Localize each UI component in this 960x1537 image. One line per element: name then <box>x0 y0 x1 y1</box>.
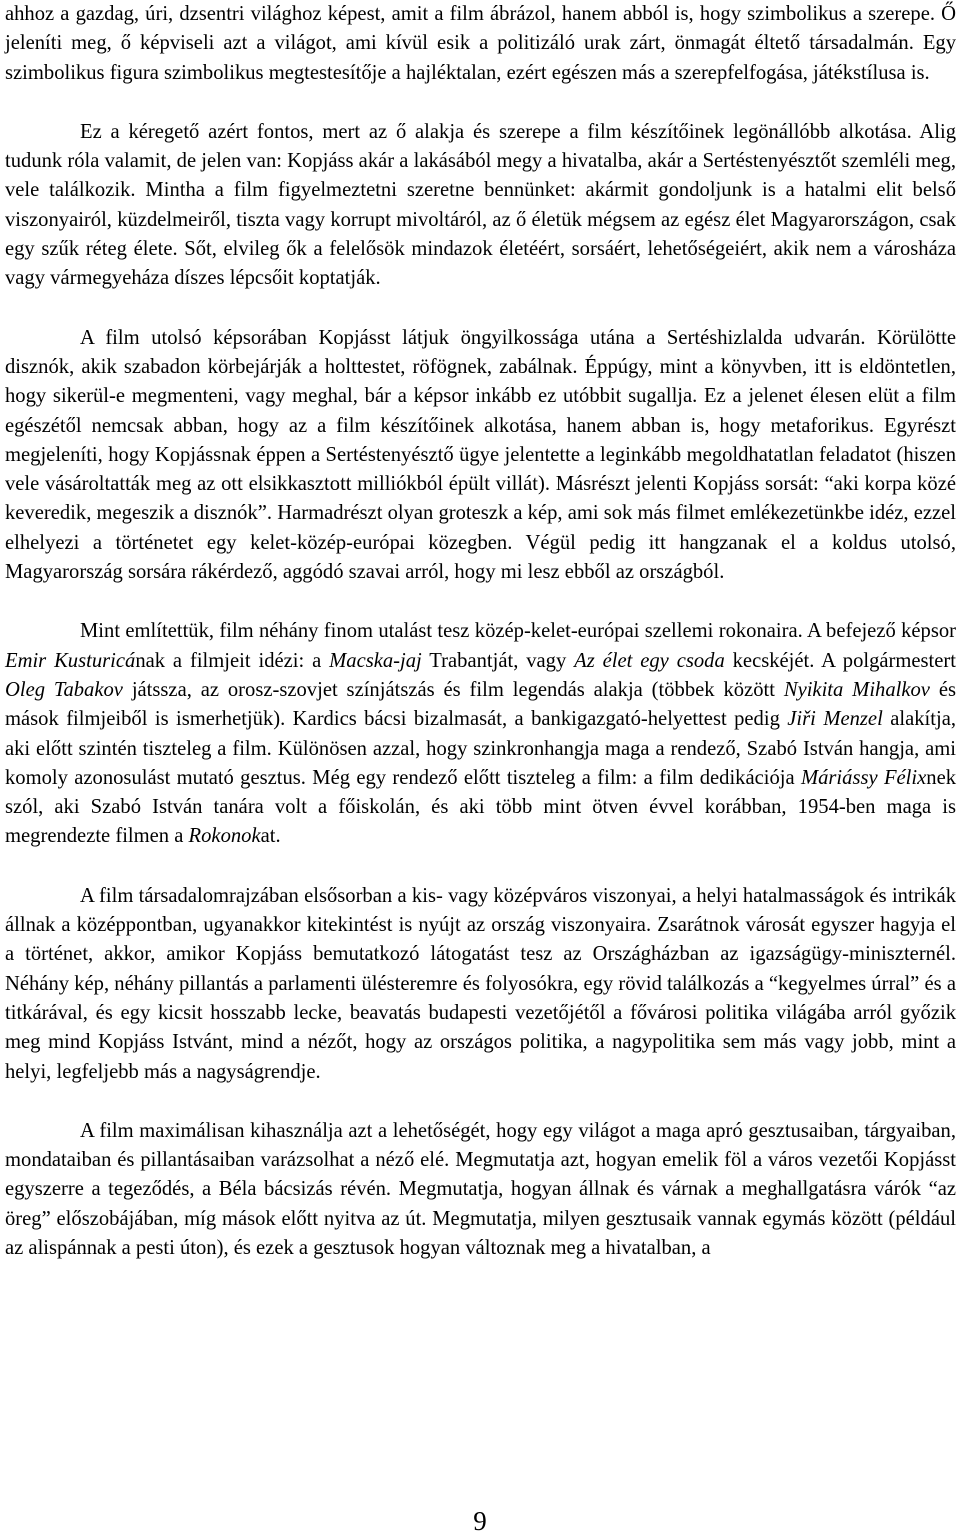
italic-text: Emir Kusturicá <box>5 649 136 672</box>
italic-text: Máriássy Félix <box>800 766 927 789</box>
page-number: 9 <box>473 1506 487 1536</box>
italic-text: Nyikita Mihalkov <box>783 678 930 701</box>
paragraph-2 <box>5 118 956 294</box>
paragraph-text: nak a filmjeit idézi: a <box>135 649 330 672</box>
italic-text: Az élet egy csoda <box>574 649 725 672</box>
paragraph-text: játssza, az orosz-szovjet színjátszás és film legendás alakja (többek között <box>122 678 784 701</box>
paragraph-text: A film maximálisan kihasználja azt a lehetőségét, hogy egy világot a maga apró gesztusaiban, tárgyaiban, mondataiban és pillantásaiban varázsolhat a néző elé. Megmutatja azt, hogyan emelik föl a város vezetői Kopjásst egyszerre a tegeződés, a Béla bácsizás révén. Megmutatja, hogyan állnak és várnak a meghallgatásra várók “az öreg” előszobájában, míg mások előtt nyitva az út. Megmutatja, milyen gesztusaik vannak egymás között (például az alispánnak a pesti úton), és ezek a gesztusok hogyan változnak meg a hivatalban, a <box>5 1119 956 1259</box>
paragraph-text: alakítja, aki előtt szintén tiszteleg a film. Különösen azzal, hogy szinkronhangja maga a rendező, Szabó István hangja, ami komoly azonosulást mutató gesztus. Még egy rendező előtt tiszteleg a film: a film dedikációja <box>5 708 956 789</box>
paragraph-text: és mások filmjeiből is ismerhetjük). Kardics bácsi bizalmasát, a bankigazgató-helyettest pedig <box>5 678 956 731</box>
paragraph-gap <box>5 294 956 324</box>
paragraph-6 <box>5 1117 956 1263</box>
paragraph-text: nek szól, aki Szabó István tanára volt a főiskolán, és aki több mint ötven évvel korábban, 1954-ben maga is megrendezte filmen a <box>5 766 956 848</box>
paragraph-1 <box>5 0 956 88</box>
italic-text: Oleg Tabakov <box>5 678 123 701</box>
paragraph-text: kecskéjét. A polgármestert <box>724 649 956 672</box>
paragraph-text: Trabantját, vagy <box>421 649 575 672</box>
paragraph-text: A film utolsó képsorában Kopjásst látjuk öngyilkossága utána a Sertéshizlalda udvarán. Körülötte disznók, akik szabadon körbejárják a holttestet, röfögnek, zabálnak. Éppúgy, mint a könyvben, itt is eldöntetlen, hogy sikerül-e megmenteni, vagy meghal, bár a képsor inkább ez utóbbit sugallja. Ez a jelenet élesen elüt a film egészétől nemcsak abban, hogy az a film készítőinek alkotása, hanem abban is, hogy metaforikus. Egyrészt megjeleníti, hogy Kopjássnak éppen a Sertéstenyésztő ügye jelentette a leginkább megoldhatatlan feladatot (hiszen vele vásároltatták meg az ott elsikkasztott milliókból épült villát). Másrészt jelenti Kopjáss sorsát: “aki korpa közé keveredik, megeszik a disznók”. Harmadrészt olyan groteszk a kép, ami sok más filmet emlékezetünkbe idéz, ezzel elhelyezi a történetet egy kelet-közép-európai közegben. Végül pedig itt hangzanak el a koldus utolsó, Magyarország sorsára rákérdező, aggódó szavai arról, hogy mi lesz ebből az országból. <box>5 326 956 584</box>
document-page <box>5 0 956 1263</box>
paragraph-gap <box>5 1087 956 1117</box>
italic-text: Rokonok <box>188 825 261 848</box>
paragraph-text: ahhoz a gazdag, úri, dzsentri világhoz képest, amit a film ábrázol, hanem abból is, hogy szimbolikus a szerepe. Ő jeleníti meg, ő képviseli azt a világot, ami kívül esik a politizáló urak zárt, önmagát éltető társadalmán. Egy szimbolikus figura szimbolikus megtestesítője a hajléktalan, ezért egészen más a szerepfelfogása, játékstílusa is. <box>5 3 956 84</box>
paragraph-5 <box>5 882 956 1087</box>
paragraph-text: Mint említettük, film néhány finom utalást tesz közép-kelet-európai szellemi rokonaira. A befejező képsor <box>80 620 956 643</box>
italic-text: Jiři Menzel <box>787 708 883 731</box>
paragraph-gap <box>5 88 956 118</box>
paragraph-text: A film társadalomrajzában elsősorban a kis- vagy középváros viszonyai, a helyi hatalmasságok és intrikák állnak a középpontban, ugyanakkor kitekintést is nyújt az ország viszonyaira. Zsarátnok városát egyszer hagyja el a történet, akkor, amikor Kopjáss bemutatkozó látogatást tesz az Országházban az igazságügy-miniszternél. Néhány kép, néhány pillantás a parlamenti ülésteremre és folyosókra, egy rövid találkozás a “kegyelmes úrral” és a titkárával, és egy kicsit hosszabb lecke, beavatás budapesti vezetőjétől a fővárosi politika világába arról győzik meg mind Kopjáss Istvánt, mind a nézőt, hogy az országos politika, a nagypolitika sem más vagy jobb, mint a helyi, legfeljebb más a nagyságrendje. <box>5 884 956 1083</box>
italic-text: Macska-jaj <box>329 649 422 672</box>
paragraph-3 <box>5 324 956 588</box>
paragraph-4 <box>5 617 956 851</box>
paragraph-gap <box>5 852 956 882</box>
paragraph-gap <box>5 587 956 617</box>
paragraph-text: at. <box>260 825 281 848</box>
paragraph-text: Ez a kéregető azért fontos, mert az ő alakja és szerepe a film készítőinek legönállóbb alkotása. Alig tudunk róla valamit, de jelen van: Kopjáss akár a lakásából megy a hivatalba, akár a Sertéstenyésztőt szemléli meg, vele találkozik. Mintha a film figyelmeztetni szeretne bennünket: akármit gondoljunk is a hatalmi elit belső viszonyairól, küzdelmeiről, tiszta vagy korrupt mivoltáról, az ő életük mégsem az egész élet Magyarországon, csak egy szűk réteg élete. Sőt, elvileg ők a felelősök mindazok életéért, sorsáért, lehetőségeiért, akik nem a városháza vagy vármegyeháza díszes lépcsőit koptatják. <box>5 120 956 290</box>
